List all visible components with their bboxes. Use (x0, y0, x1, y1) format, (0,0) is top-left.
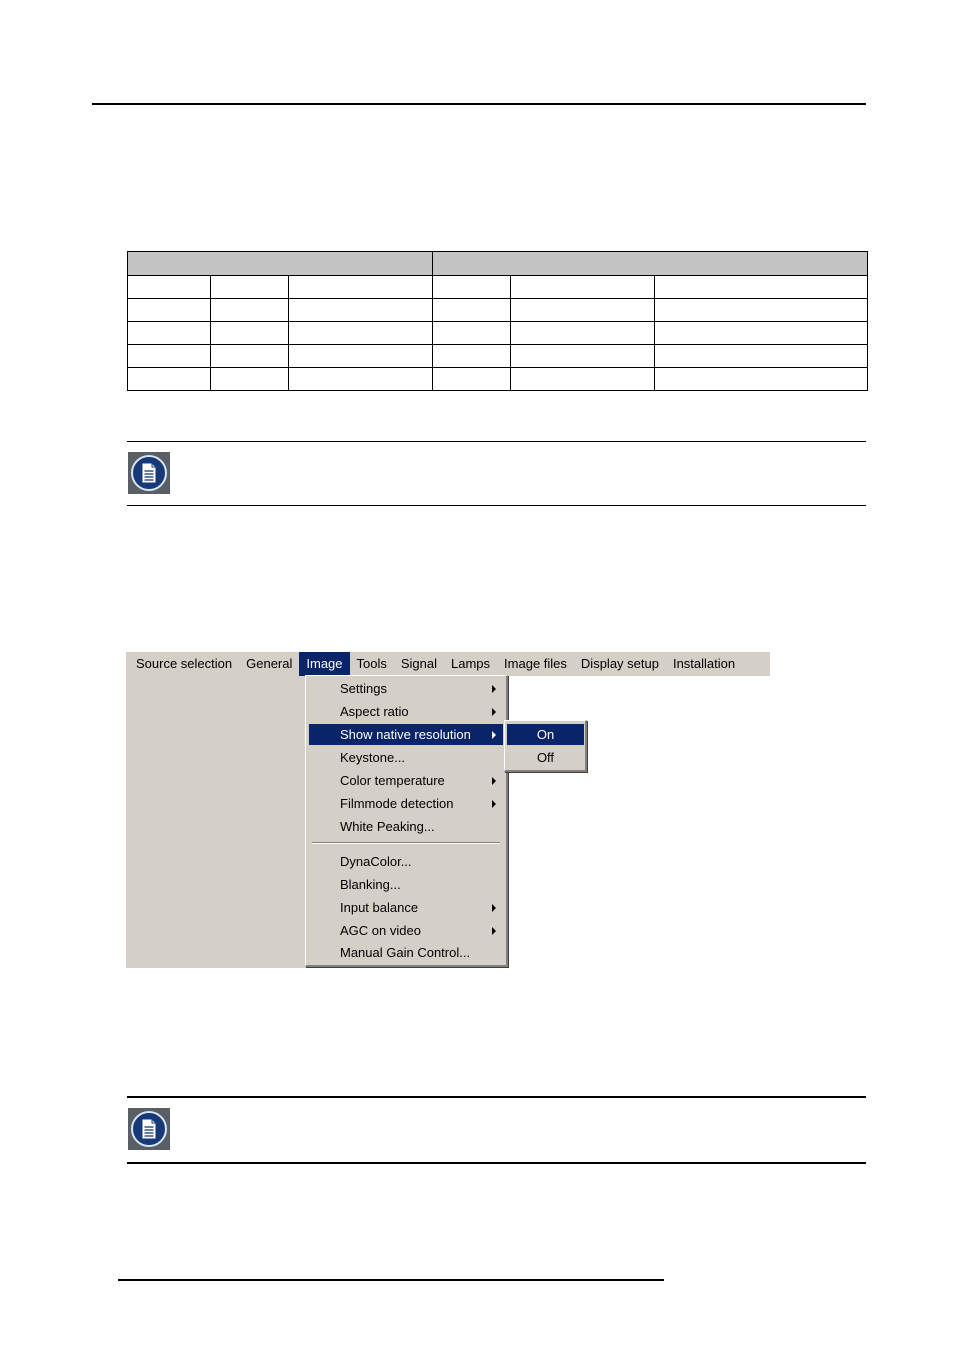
menu-option-input-balance[interactable] (309, 897, 503, 918)
menu-option-label: Settings (340, 681, 387, 696)
table-cell (433, 322, 511, 345)
menu-option-label: Filmmode detection (340, 796, 454, 811)
table-cell (511, 368, 655, 391)
table-cell (289, 368, 433, 391)
table-cell (128, 322, 211, 345)
menu-item-tools[interactable]: Tools (356, 656, 387, 671)
table-cell (655, 368, 868, 391)
menu-item-image-files[interactable]: Image files (504, 656, 567, 671)
table-cell (511, 345, 655, 368)
menu-option-show-native-resolution[interactable] (309, 724, 503, 745)
menu-option-color-temperature[interactable] (309, 770, 503, 791)
menu-option-settings[interactable] (309, 678, 503, 699)
table-cell (289, 299, 433, 322)
menu-option-label: Keystone... (340, 750, 406, 765)
table-cell (433, 299, 511, 322)
menu-option-label: DynaColor... (340, 854, 412, 869)
submenu-arrow-icon (492, 777, 496, 785)
table-row (128, 299, 868, 322)
table-cell (655, 276, 868, 299)
table-row (128, 345, 868, 368)
table-cell (289, 345, 433, 368)
table-cell (211, 276, 289, 299)
menu-option-label: Input balance (340, 900, 419, 915)
table-row (128, 276, 868, 299)
menu-item-display-setup[interactable]: Display setup (580, 656, 659, 671)
data-table (127, 251, 868, 391)
menu-option-label: Aspect ratio (340, 704, 409, 719)
menu-option-label: Show native resolution (340, 727, 471, 742)
table-cell (511, 276, 655, 299)
table-row (128, 322, 868, 345)
header-rule (92, 103, 866, 105)
note-bottom-rule (127, 1162, 866, 1164)
menu-item-lamps[interactable]: Lamps (451, 656, 491, 671)
table-cell (128, 345, 211, 368)
menu-option-blanking[interactable] (309, 874, 503, 895)
menu-option-white-peaking[interactable] (309, 816, 503, 837)
table-cell (211, 322, 289, 345)
menu-item-image[interactable]: Image (299, 652, 349, 676)
table-cell (433, 345, 511, 368)
table-cell (511, 299, 655, 322)
menu-option-filmmode-detection[interactable] (309, 793, 503, 814)
submenu-option-off[interactable]: Off (536, 750, 555, 765)
native-resolution-submenu (504, 720, 587, 772)
menu-option-label: AGC on video (340, 923, 421, 938)
table-header-cell (128, 252, 433, 276)
menu-item-installation[interactable]: Installation (672, 656, 736, 671)
table-cell (128, 368, 211, 391)
table-row (128, 368, 868, 391)
table-cell (128, 299, 211, 322)
table-cell (289, 276, 433, 299)
menu-item-signal[interactable]: Signal (400, 656, 438, 671)
table-cell (655, 322, 868, 345)
note-top-rule (127, 441, 866, 442)
menu-option-label: White Peaking... (340, 819, 435, 834)
menu-option-dynacolor[interactable] (309, 851, 503, 872)
image-dropdown-menu (305, 675, 508, 967)
menu-option-aspect-ratio[interactable] (309, 701, 503, 722)
table-cell (511, 322, 655, 345)
table-cell (433, 368, 511, 391)
menu-separator (312, 842, 500, 844)
submenu-arrow-icon (492, 927, 496, 935)
menu-option-manual-gain-control[interactable] (309, 942, 503, 963)
submenu-arrow-icon (492, 731, 496, 739)
menu-item-source-selection[interactable]: Source selection (136, 656, 233, 671)
note-icon (128, 452, 170, 494)
footer-rule (118, 1279, 664, 1281)
submenu-arrow-icon (492, 800, 496, 808)
table-header-cell (433, 252, 868, 276)
table-header-row (128, 252, 868, 276)
menu-item-general[interactable]: General (246, 656, 293, 671)
menu-option-keystone[interactable] (309, 747, 503, 768)
note-bottom-rule (127, 505, 866, 506)
workspace-panel (126, 676, 306, 968)
menu-option-label: Blanking... (340, 877, 401, 892)
menu-bar (126, 652, 770, 676)
menu-option-label: Color temperature (340, 773, 445, 788)
table-cell (211, 299, 289, 322)
table-cell (655, 299, 868, 322)
submenu-option-on[interactable]: On (507, 724, 584, 745)
table-cell (211, 345, 289, 368)
submenu-arrow-icon (492, 708, 496, 716)
table-cell (433, 276, 511, 299)
table-cell (289, 322, 433, 345)
table-cell (655, 345, 868, 368)
submenu-arrow-icon (492, 685, 496, 693)
menu-option-label: Manual Gain Control... (340, 945, 471, 960)
table-cell (128, 276, 211, 299)
menu-option-agc-on-video[interactable] (309, 920, 503, 941)
submenu-arrow-icon (492, 904, 496, 912)
table-cell (211, 368, 289, 391)
note-top-rule (127, 1096, 866, 1098)
note-icon (128, 1108, 170, 1150)
